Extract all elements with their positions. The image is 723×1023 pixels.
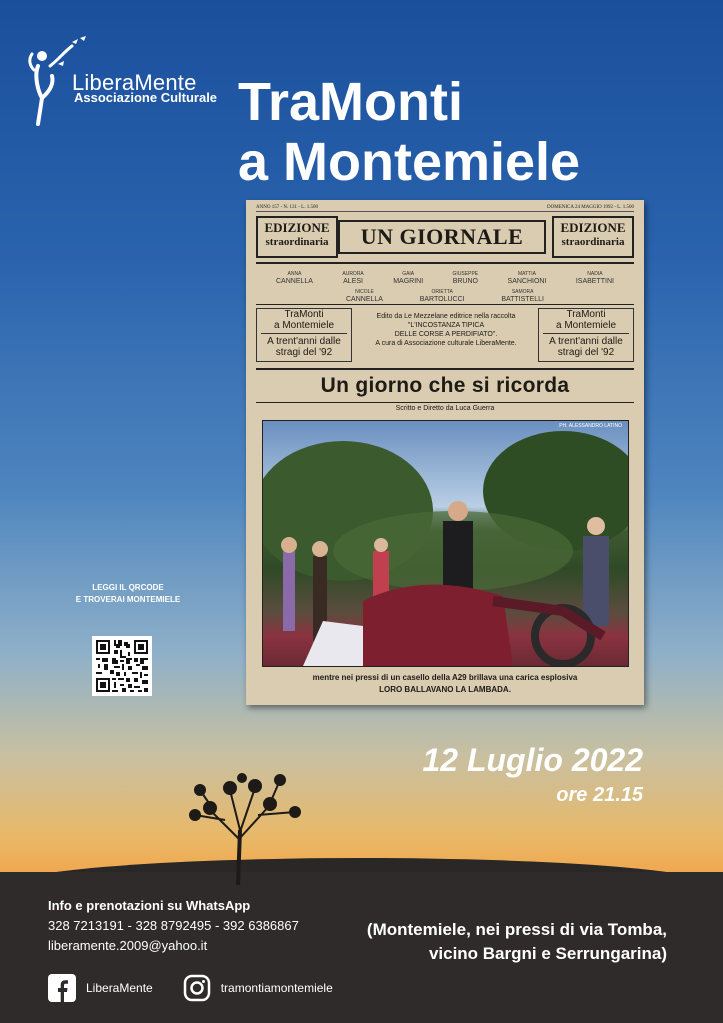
topline-left: ANNO 157 - N. 131 - L. 1.500: [256, 205, 318, 210]
publisher-note: [354, 312, 538, 348]
liberamente-logo: [28, 30, 228, 120]
title-line-2: a Montemiele: [238, 132, 581, 192]
newspaper-graphic: [246, 200, 644, 705]
cast-member: MATTIA SANCHIONI: [507, 271, 547, 285]
byline: Scritto e Diretto da Luca Guerra: [395, 405, 495, 412]
side-subtitle: A trent'anni dalle: [267, 336, 341, 347]
cast-member: SAMORA BATTISTELLI: [501, 289, 544, 303]
cast-member: ORIETTA BARTOLUCCI: [419, 289, 465, 303]
instagram-label[interactable]: tramontiamontemiele: [220, 981, 333, 995]
title-line-1: TraMonti: [238, 72, 463, 132]
qr-label-line: LEGGI IL QRCODE: [92, 583, 164, 592]
event-date: 12 Luglio 2022: [422, 742, 643, 778]
facebook-icon[interactable]: [48, 974, 76, 1002]
phone-numbers: 328 7213191 - 328 8792495 - 392 6386867: [48, 918, 299, 933]
event-time: ore 21.15: [556, 784, 643, 806]
caption-line: LORO BALLAVANO LA LAMBADA.: [379, 685, 511, 694]
note-line: DELLE CORSE A PERDIFIATO".: [394, 331, 498, 338]
edition-box-left: [256, 216, 338, 258]
side-subtitle: stragi del '92: [275, 347, 333, 358]
edition-box-right: [552, 216, 634, 258]
tree-silhouette: [170, 760, 310, 890]
event-datetime: [422, 738, 643, 808]
side-box-right: [538, 308, 634, 362]
cast-member: NADIA ISABETTINI: [575, 271, 614, 285]
cast-member: GAIA MAGRINI: [393, 271, 424, 285]
topline-right: DOMENICA 24 MAGGIO 1992 - L. 1.500: [547, 205, 634, 210]
edition-type: straordinaria: [561, 236, 625, 248]
qr-label: [70, 582, 186, 606]
note-line: A cura di Associazione culturale LiberaMente.: [375, 340, 517, 347]
edition-type: straordinaria: [265, 236, 329, 248]
photo-credit: PH. ALESSANDRO LATINO: [559, 423, 622, 429]
cast-photo: [262, 420, 629, 667]
edition-word: EDIZIONE: [264, 220, 330, 235]
event-title: [238, 72, 580, 192]
facebook-label[interactable]: LiberaMente: [86, 981, 153, 995]
cast-row-1: [276, 270, 614, 286]
contact-info: [48, 896, 299, 956]
photo-illustration: [263, 421, 628, 666]
side-subtitle: A trent'anni dalle: [549, 336, 623, 347]
social-links: [48, 974, 363, 1002]
newspaper-headline: Un giorno che si ricorda: [320, 374, 570, 397]
cast-row-2: [346, 288, 544, 304]
side-title: a Montemiele: [555, 320, 617, 331]
location-line: vicino Bargni e Serrungarina): [428, 944, 667, 963]
cast-member: AURORA ALESI: [342, 271, 364, 285]
email[interactable]: liberamente.2009@yahoo.it: [48, 938, 208, 953]
photo-caption: [246, 672, 644, 696]
cast-member: ANNA CANNELLA: [276, 271, 313, 285]
qr-code[interactable]: [92, 636, 152, 696]
rule: [256, 304, 634, 305]
cast-member: GIUSEPPE BRUNO: [452, 271, 479, 285]
location-line: (Montemiele, nei pressi di via Tomba,: [366, 920, 667, 939]
info-heading: Info e prenotazioni su WhatsApp: [48, 898, 251, 913]
rule: [256, 368, 634, 370]
logo-name: LiberaMente: [72, 70, 197, 95]
location: [367, 918, 667, 966]
note-line: Edito da Le Mezzelane editrice nella raccolta: [376, 313, 516, 320]
logo-subtitle: Associazione Culturale: [74, 90, 218, 105]
side-title: a Montemiele: [273, 320, 335, 331]
caption-line: mentre nei pressi di un casello della A29 brillava una carica esplosiva: [312, 673, 578, 682]
rule: [256, 262, 634, 264]
newspaper-masthead: UN GIORNALE: [338, 220, 546, 254]
note-line: "L'INCOSTANZA TIPICA: [407, 322, 485, 329]
side-box-left: [256, 308, 352, 362]
side-title: TraMonti: [566, 309, 606, 320]
cast-member: NICOLE CANNELLA: [346, 289, 383, 303]
side-subtitle: stragi del '92: [557, 347, 615, 358]
rule: [256, 402, 634, 403]
newspaper-topline: [256, 205, 634, 212]
qr-label-line: E TROVERAI MONTEMIELE: [75, 595, 181, 604]
edition-word: EDIZIONE: [560, 220, 626, 235]
instagram-icon[interactable]: [183, 974, 211, 1002]
side-title: TraMonti: [284, 309, 324, 320]
